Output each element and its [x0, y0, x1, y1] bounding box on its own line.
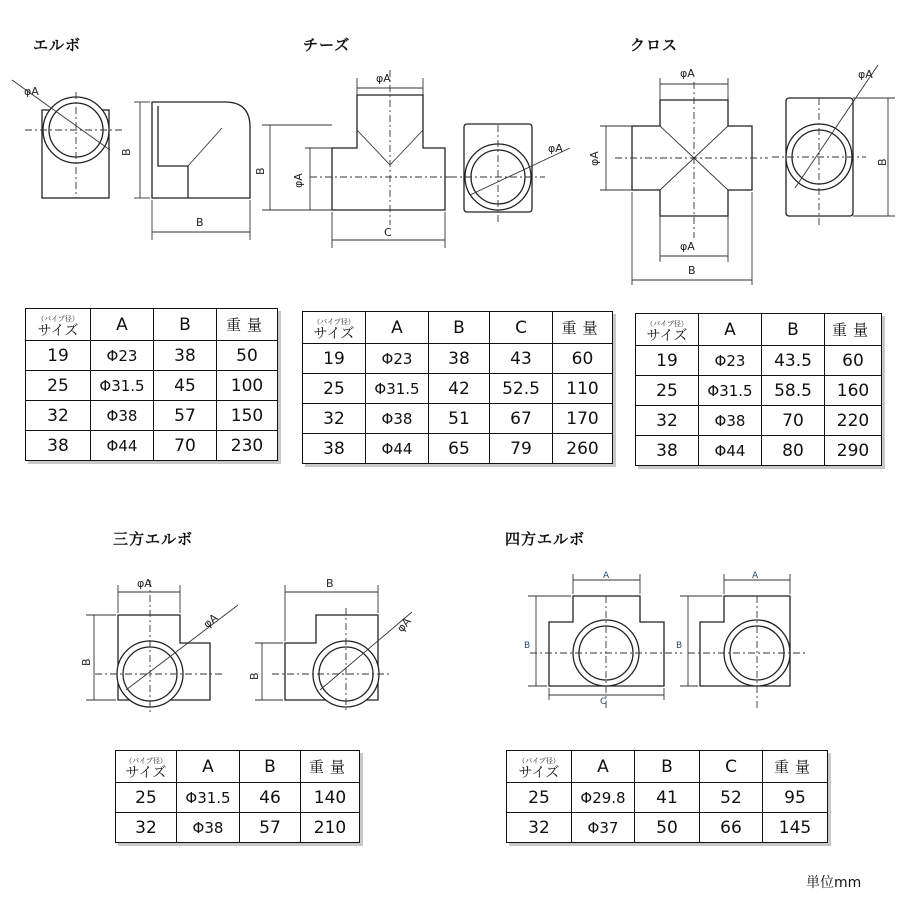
four-way-B-left-label: B — [524, 641, 531, 651]
cross-phiA-left-label: φA — [588, 151, 601, 166]
table-header-row — [303, 312, 613, 344]
a-header: A — [177, 751, 240, 783]
a-header: A — [91, 309, 154, 341]
b-header: B — [154, 309, 217, 341]
table-row: 38 Φ44 70 230 — [26, 431, 278, 461]
table-row: 38 Φ44 65 79 260 — [303, 434, 613, 464]
size-header: （パイプ径） サイズ — [636, 314, 699, 346]
tees-phiA-top-label: φA — [376, 72, 391, 85]
tees-side-phiA-label: φA — [548, 142, 563, 155]
four-way-C-label: C — [600, 697, 607, 707]
tees-spec-table — [302, 311, 613, 464]
elbow-spec-table — [25, 308, 278, 461]
table-row: 19 Φ23 38 43 60 — [303, 344, 613, 374]
weight-header: 重量 — [763, 751, 828, 783]
size-header: （パイプ径） サイズ — [303, 312, 366, 344]
three-way-phiA-top-label: φA — [137, 577, 152, 590]
weight-header: 重量 — [301, 751, 360, 783]
elbow-phiA-label: φA — [24, 85, 39, 98]
table-header-row — [636, 314, 882, 346]
weight-header: 重量 — [825, 314, 882, 346]
three-way-B-left-label: B — [80, 658, 93, 666]
b-header: B — [762, 314, 825, 346]
section-title-tees: チーズ — [303, 36, 351, 54]
weight-header: 重量 — [217, 309, 278, 341]
c-header: C — [700, 751, 763, 783]
three-way-phiA-diag-label: φA — [200, 611, 221, 631]
cross-side-phiA-label: φA — [858, 68, 873, 81]
table-row: 38 Φ44 80 290 — [636, 436, 882, 466]
four-way-side-A-label: A — [752, 571, 759, 581]
elbow-B-horizontal-label: B — [196, 216, 204, 229]
tees-B-label: B — [254, 167, 267, 175]
table-header-row — [26, 309, 278, 341]
section-title-four-way: 四方エルボ — [505, 530, 586, 548]
c-header: C — [490, 312, 553, 344]
table-header-row — [116, 751, 360, 783]
table-row: 25 Φ31.5 46 140 — [116, 783, 360, 813]
cross-phiA-bottom-label: φA — [680, 240, 695, 253]
b-header: B — [240, 751, 301, 783]
table-row: 32 Φ37 50 66 145 — [507, 813, 828, 843]
cross-B-bottom-label: B — [688, 264, 696, 277]
elbow-B-vertical-label: B — [120, 148, 133, 156]
table-row: 19 Φ23 38 50 — [26, 341, 278, 371]
four-way-A-top-label: A — [603, 571, 610, 581]
four-way-elbow-spec-table — [506, 750, 828, 843]
three-way-B-left2-label: B — [248, 672, 261, 680]
cross-side-B-label: B — [876, 158, 889, 166]
size-header: （パイプ径） サイズ — [26, 309, 91, 341]
table-row: 32 Φ38 51 67 170 — [303, 404, 613, 434]
four-way-side-B-label: B — [676, 641, 683, 651]
three-way-side-phiA-label: φA — [394, 615, 414, 635]
table-row: 19 Φ23 43.5 60 — [636, 346, 882, 376]
a-header: A — [699, 314, 762, 346]
section-title-cross: クロス — [630, 36, 679, 54]
table-row: 32 Φ38 70 220 — [636, 406, 882, 436]
table-row: 25 Φ31.5 42 52.5 110 — [303, 374, 613, 404]
table-row: 25 Φ31.5 58.5 160 — [636, 376, 882, 406]
b-header: B — [635, 751, 700, 783]
weight-header: 重量 — [553, 312, 613, 344]
table-row: 32 Φ38 57 150 — [26, 401, 278, 431]
size-header: （パイプ径） サイズ — [116, 751, 177, 783]
three-way-B-top-label: B — [326, 577, 334, 590]
table-row: 25 Φ31.5 45 100 — [26, 371, 278, 401]
three-way-elbow-spec-table — [115, 750, 360, 843]
a-header: A — [572, 751, 635, 783]
cross-phiA-top-label: φA — [680, 67, 695, 80]
table-row: 32 Φ38 57 210 — [116, 813, 360, 843]
b-header: B — [429, 312, 490, 344]
a-header: A — [366, 312, 429, 344]
size-header: （パイプ径） サイズ — [507, 751, 572, 783]
table-row: 25 Φ29.8 41 52 95 — [507, 783, 828, 813]
table-header-row — [507, 751, 828, 783]
tees-phiA-left-label: φA — [292, 173, 305, 188]
tees-C-label: C — [384, 226, 392, 239]
section-title-three-way: 三方エルボ — [113, 530, 194, 548]
unit-label: 単位mm — [806, 875, 862, 891]
cross-spec-table — [635, 313, 882, 466]
section-title-elbow: エルボ — [33, 36, 82, 54]
